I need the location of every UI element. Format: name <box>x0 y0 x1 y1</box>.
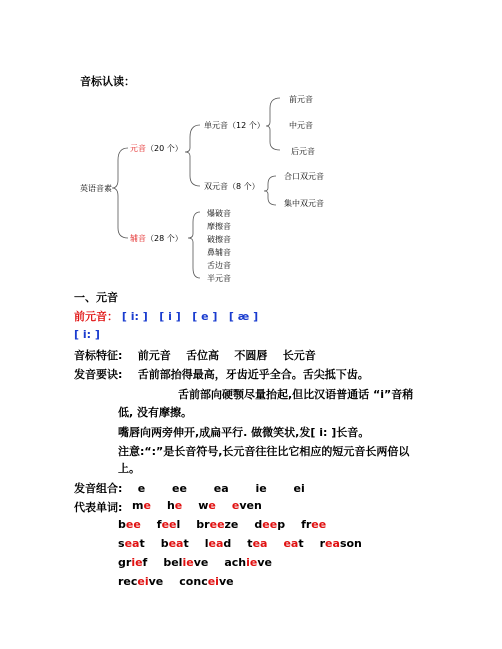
combo-ee: ee <box>172 482 187 495</box>
example-word <box>301 518 326 531</box>
highlighted-letters: ee <box>125 518 141 531</box>
example-word <box>232 499 262 512</box>
example-word <box>283 537 303 550</box>
word-letters: br <box>196 518 210 531</box>
word-letters: d <box>254 518 263 531</box>
word-letters: b <box>118 518 126 531</box>
highlighted-letters: ee <box>311 518 327 531</box>
example-word <box>247 537 267 550</box>
example-word <box>320 537 362 550</box>
word-letters: l <box>204 537 209 550</box>
word-letters: t <box>139 537 145 550</box>
example-word <box>118 537 145 550</box>
tips-label: 发音要诀: <box>74 368 123 381</box>
word-letters: p <box>277 518 286 531</box>
word-letters: ach <box>224 556 247 569</box>
combo-ea: ea <box>213 482 229 495</box>
diphthong-brace <box>264 176 276 205</box>
example-word <box>198 499 216 512</box>
word-letters: rec <box>118 575 138 588</box>
word-letters: conc <box>179 575 208 588</box>
feature-long: 长元音 <box>282 349 316 362</box>
features-label: 音标特征: <box>74 349 123 362</box>
word-row-2 <box>118 518 342 531</box>
vowel-node <box>130 143 183 154</box>
consonant-count: （28 个） <box>146 234 183 243</box>
example-word <box>161 537 189 550</box>
vowel-brace <box>185 125 200 186</box>
phoneme-tree-diagram <box>0 0 502 300</box>
consonant-node <box>130 233 183 244</box>
example-word <box>167 499 182 512</box>
highlighted-letters: ee <box>262 518 278 531</box>
example-word <box>132 499 151 512</box>
highlighted-letters: ea <box>124 537 140 550</box>
example-word <box>205 537 232 550</box>
vowel-count: （20 个） <box>146 144 183 153</box>
example-word <box>224 556 272 569</box>
diphthong-label: 双元音 <box>204 182 228 191</box>
highlighted-letters: ea <box>283 537 299 550</box>
word-letters: m <box>132 499 144 512</box>
word-letters: son <box>339 537 362 550</box>
cons-type-fricative: 摩擦音 <box>207 222 231 231</box>
highlighted-letters: ei <box>207 575 219 588</box>
consonant-brace <box>188 212 200 278</box>
tip-1: 舌前部抬得最高，牙齿近乎全合。舌尖抵下齿。 <box>137 368 369 381</box>
word-letters: fr <box>301 518 312 531</box>
highlighted-letters: ea <box>252 537 268 550</box>
tips-line-1 <box>74 366 369 382</box>
highlighted-letters: ie <box>131 556 143 569</box>
word-letters: b <box>160 537 169 550</box>
word-letters: h <box>166 499 175 512</box>
example-word <box>118 575 163 588</box>
diphthong-count: （8 个） <box>228 182 260 191</box>
example-word <box>163 556 208 569</box>
combo-e: e <box>137 482 146 495</box>
front-symbol-ae: [ æ ] <box>228 310 259 323</box>
combos-label: 发音组合: <box>74 482 123 495</box>
example-word <box>179 575 233 588</box>
front-symbol-short-i: [ i ] <box>159 310 181 323</box>
highlighted-letters: e <box>143 499 151 512</box>
cons-type-semivowel: 半元音 <box>207 274 231 283</box>
mono-type-back: 后元音 <box>291 147 315 156</box>
vowel-label: 元音 <box>130 144 146 153</box>
combos-line <box>74 480 305 496</box>
highlighted-letters: ie <box>182 556 194 569</box>
word-letters: t <box>183 537 189 550</box>
mono-type-central: 中元音 <box>289 121 313 130</box>
highlighted-letters: e <box>174 499 183 512</box>
word-letters: f <box>142 556 148 569</box>
highlighted-letters: ie <box>246 556 258 569</box>
diph-type-centering: 集中双元音 <box>284 199 324 208</box>
highlighted-letters: ea <box>208 537 224 550</box>
tip-2b: 低, 没有摩擦。 <box>118 406 193 419</box>
consonant-label: 辅音 <box>130 234 146 243</box>
root-label: 英语音素 <box>80 184 112 193</box>
front-symbol-e: [ e ] <box>192 310 218 323</box>
mono-type-front: 前元音 <box>289 95 313 104</box>
highlighted-letters: ee <box>161 518 177 531</box>
word-letters: ven <box>239 499 262 512</box>
word-letters: w <box>198 499 209 512</box>
section-heading: 一、元音 <box>74 291 118 304</box>
highlighted-letters: ea <box>168 537 184 550</box>
highlighted-letters: ea <box>325 537 340 550</box>
cons-type-nasal: 鼻辅音 <box>207 248 231 257</box>
cons-type-plosive: 爆破音 <box>207 209 231 218</box>
example-word <box>157 518 181 531</box>
word-row-1 <box>132 499 278 512</box>
monophthong-brace <box>266 98 280 150</box>
front-symbol-long-i: [ i: ] <box>121 310 148 323</box>
front-vowels-line <box>74 308 258 324</box>
word-row-3 <box>118 537 378 550</box>
word-letters: f <box>156 518 162 531</box>
word-letters: bel <box>163 556 183 569</box>
example-word <box>254 518 285 531</box>
features-line <box>74 347 316 363</box>
page-title: 音标认读： <box>80 75 135 88</box>
highlighted-letters: e <box>231 499 240 512</box>
front-vowels-label: 前元音： <box>74 310 118 323</box>
words-label: 代表单词: <box>74 501 123 514</box>
highlighted-letters: ei <box>137 575 149 588</box>
word-row-5 <box>118 575 250 588</box>
monophthong-label: 单元音 <box>204 121 228 130</box>
word-letters: r <box>319 537 326 550</box>
combo-ei: ei <box>293 482 305 495</box>
word-letters: ve <box>257 556 272 569</box>
highlighted-letters: ee <box>209 518 225 531</box>
cons-type-lateral: 舌边音 <box>207 261 231 270</box>
monophthong-node <box>204 120 265 131</box>
example-word <box>118 518 141 531</box>
combo-ie: ie <box>255 482 267 495</box>
word-letters: ve <box>148 575 164 588</box>
cons-type-affricate: 破擦音 <box>207 235 231 244</box>
word-letters: s <box>118 537 125 550</box>
feature-high: 舌位高 <box>186 349 220 362</box>
current-symbol: [ i: ] <box>74 328 100 341</box>
root-brace <box>112 148 128 238</box>
example-word <box>196 518 238 531</box>
feature-unrounded: 不圆唇 <box>234 349 268 362</box>
word-letters: ve <box>193 556 209 569</box>
word-letters: t <box>247 537 253 550</box>
feature-front: 前元音 <box>137 349 171 362</box>
note-a: 注意:“:”是长音符号,长元音往往比它相应的短元音长两倍以 <box>118 445 410 458</box>
highlighted-letters: e <box>208 499 216 512</box>
tip-2a: 舌前部向硬颚尽量抬起,但比汉语普通话 “i”音稍 <box>178 388 414 401</box>
word-letters: d <box>223 537 232 550</box>
word-row-4 <box>118 556 288 569</box>
word-letters: gr <box>118 556 132 569</box>
diphthong-node <box>204 181 260 192</box>
word-letters: ve <box>218 575 234 588</box>
monophthong-count: （12 个） <box>228 121 265 130</box>
word-letters: l <box>176 518 181 531</box>
word-letters: t <box>298 537 304 550</box>
tip-3: 嘴唇向两旁伸开,成扁平行. 做微笑状,发[ i: ]长音。 <box>118 426 370 439</box>
word-letters: ze <box>224 518 239 531</box>
note-b: 上。 <box>118 462 140 475</box>
diph-type-closing: 合口双元音 <box>284 172 324 181</box>
example-word <box>118 556 147 569</box>
